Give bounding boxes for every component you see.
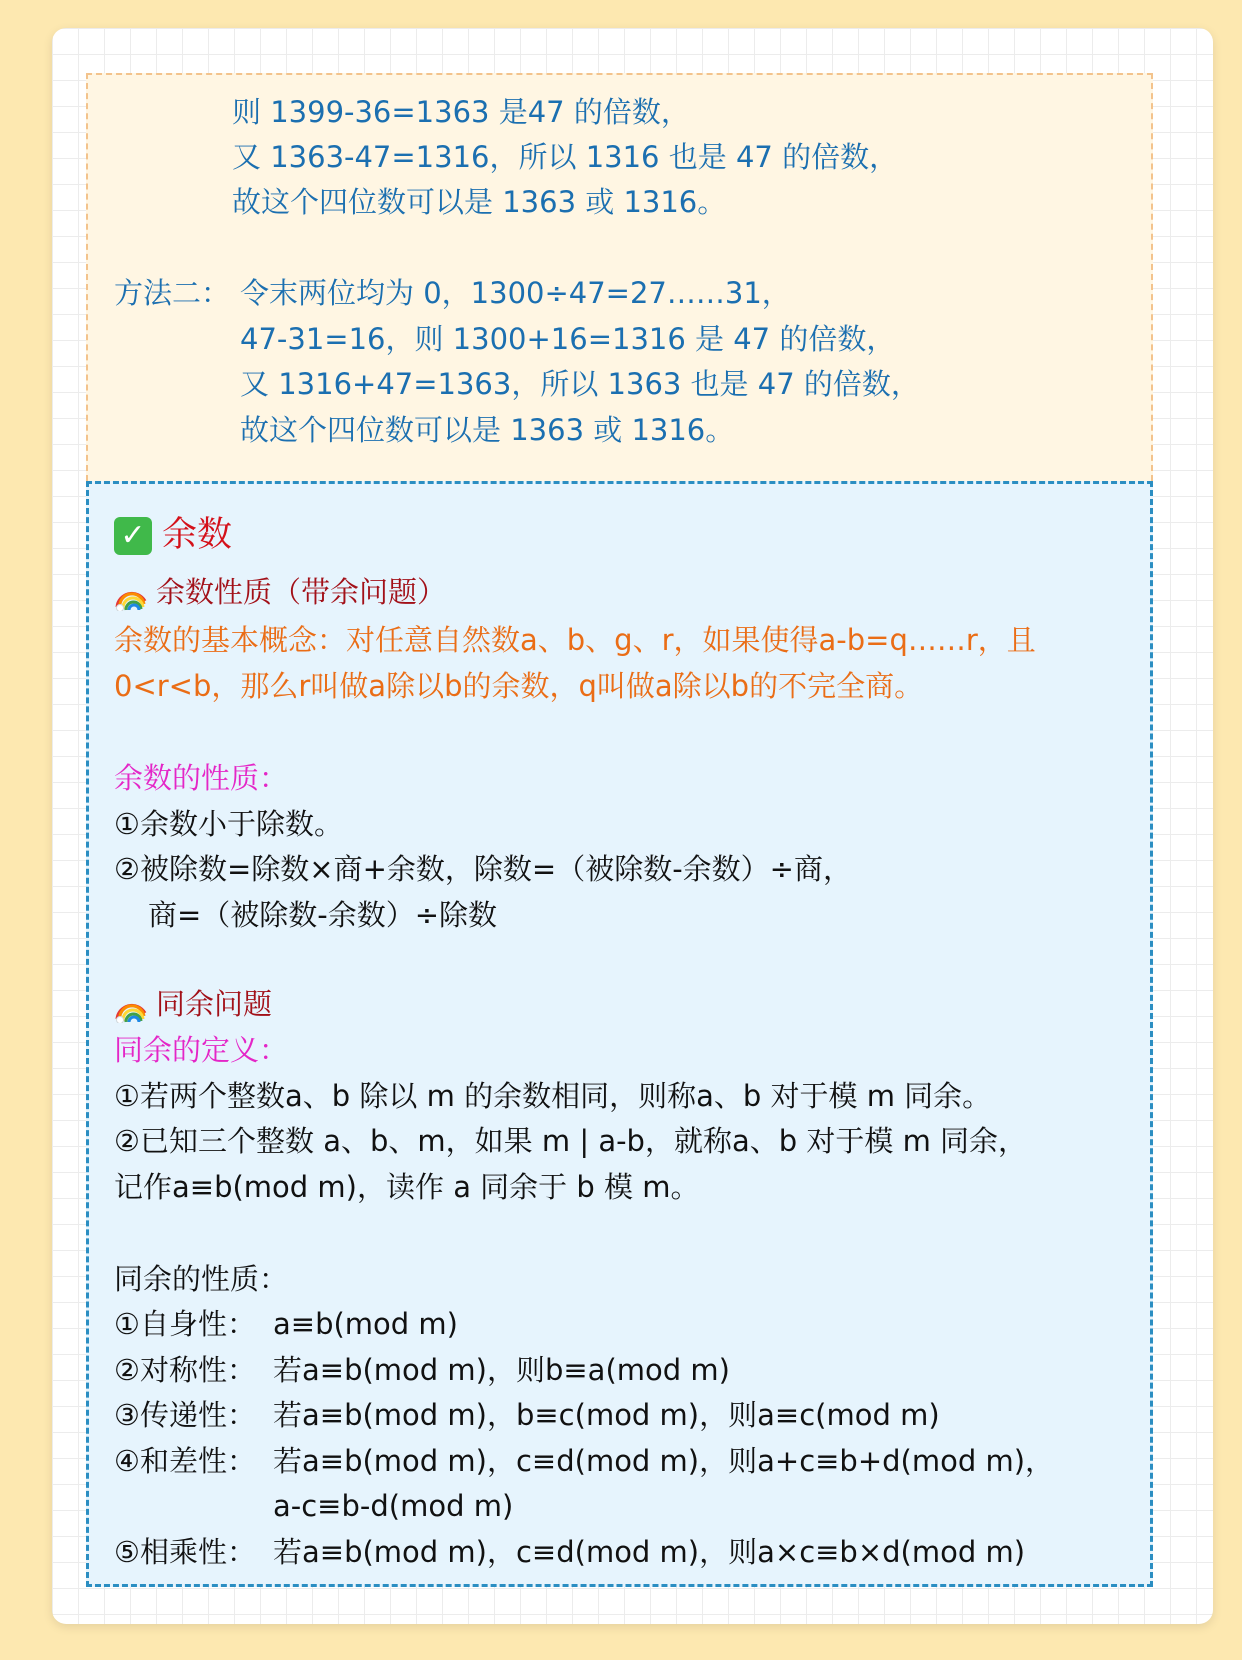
- concept-line: 0<r<b，那么r叫做a除以b的余数，q叫做a除以b的不完全商。: [114, 669, 924, 703]
- def-line: 记作a≡b(mod m)，读作 a 同余于 b 模 m。: [114, 1170, 700, 1204]
- subsection-title: 同余问题: [156, 987, 273, 1021]
- def-heading: 同余的定义：: [114, 1033, 289, 1067]
- rainbow-icon: [114, 989, 148, 1023]
- section-title: [114, 512, 232, 558]
- method2-line: 故这个四位数可以是 1363 或 1316。: [240, 413, 735, 447]
- def-line: ①若两个整数a、b 除以 m 的余数相同，则称a、b 对于模 m 同余。: [114, 1079, 992, 1113]
- congruence-prop-text: a≡b(mod m): [273, 1307, 458, 1341]
- method2-line: 令末两位均为 0，1300÷47=27……31，: [240, 276, 791, 310]
- method2-line: 又 1316+47=1363，所以 1363 也是 47 的倍数，: [240, 367, 920, 401]
- subsection-heading: [114, 984, 272, 1024]
- congruence-props-heading: 同余的性质：: [114, 1262, 289, 1296]
- congruence-prop-label: ④和差性：: [114, 1444, 256, 1478]
- congruence-prop-text: 若a≡b(mod m)，c≡d(mod m)，则a×c≡b×d(mod m): [273, 1535, 1026, 1569]
- concept-line: 余数的基本概念：对任意自然数a、b、g、r，如果使得a-b=q……r，且: [114, 623, 1036, 657]
- congruence-prop-text: 若a≡b(mod m)，b≡c(mod m)，则a≡c(mod m): [273, 1398, 940, 1432]
- congruence-prop-label: ⑤相乘性：: [114, 1535, 256, 1569]
- method1-line: 则 1399-36=1363 是47 的倍数，: [232, 95, 690, 129]
- rainbow-icon: [114, 577, 148, 611]
- congruence-prop-text: 若a≡b(mod m)，c≡d(mod m)，则a+c≡b+d(mod m)，: [273, 1444, 1055, 1478]
- section-title-text: 余数: [162, 515, 233, 555]
- prop-line: 商=（被除数-余数）÷除数: [148, 898, 498, 932]
- def-line: ②已知三个整数 a、b、m，如果 m | a-b，就称a、b 对于模 m 同余，: [114, 1124, 1028, 1158]
- subsection-heading: [114, 572, 446, 612]
- check-mark-icon: ✓: [114, 517, 152, 555]
- method1-line: 又 1363-47=1316，所以 1316 也是 47 的倍数，: [232, 140, 899, 174]
- props-heading: 余数的性质：: [114, 761, 289, 795]
- subsection-title: 余数性质（带余问题）: [156, 575, 447, 609]
- congruence-prop-text: a-c≡b-d(mod m): [273, 1489, 514, 1523]
- method1-line: 故这个四位数可以是 1363 或 1316。: [232, 185, 727, 219]
- method2-label: 方法二：: [114, 276, 231, 310]
- congruence-prop-text: 若a≡b(mod m)，则b≡a(mod m): [273, 1353, 730, 1387]
- congruence-prop-label: ③传递性：: [114, 1398, 256, 1432]
- prop-line: ①余数小于除数。: [114, 807, 343, 841]
- congruence-prop-label: ①自身性：: [114, 1307, 256, 1341]
- method2-line: 47-31=16，则 1300+16=1316 是 47 的倍数，: [240, 322, 896, 356]
- prop-line: ②被除数=除数×商+余数，除数=（被除数-余数）÷商，: [114, 852, 852, 886]
- congruence-prop-label: ②对称性：: [114, 1353, 256, 1387]
